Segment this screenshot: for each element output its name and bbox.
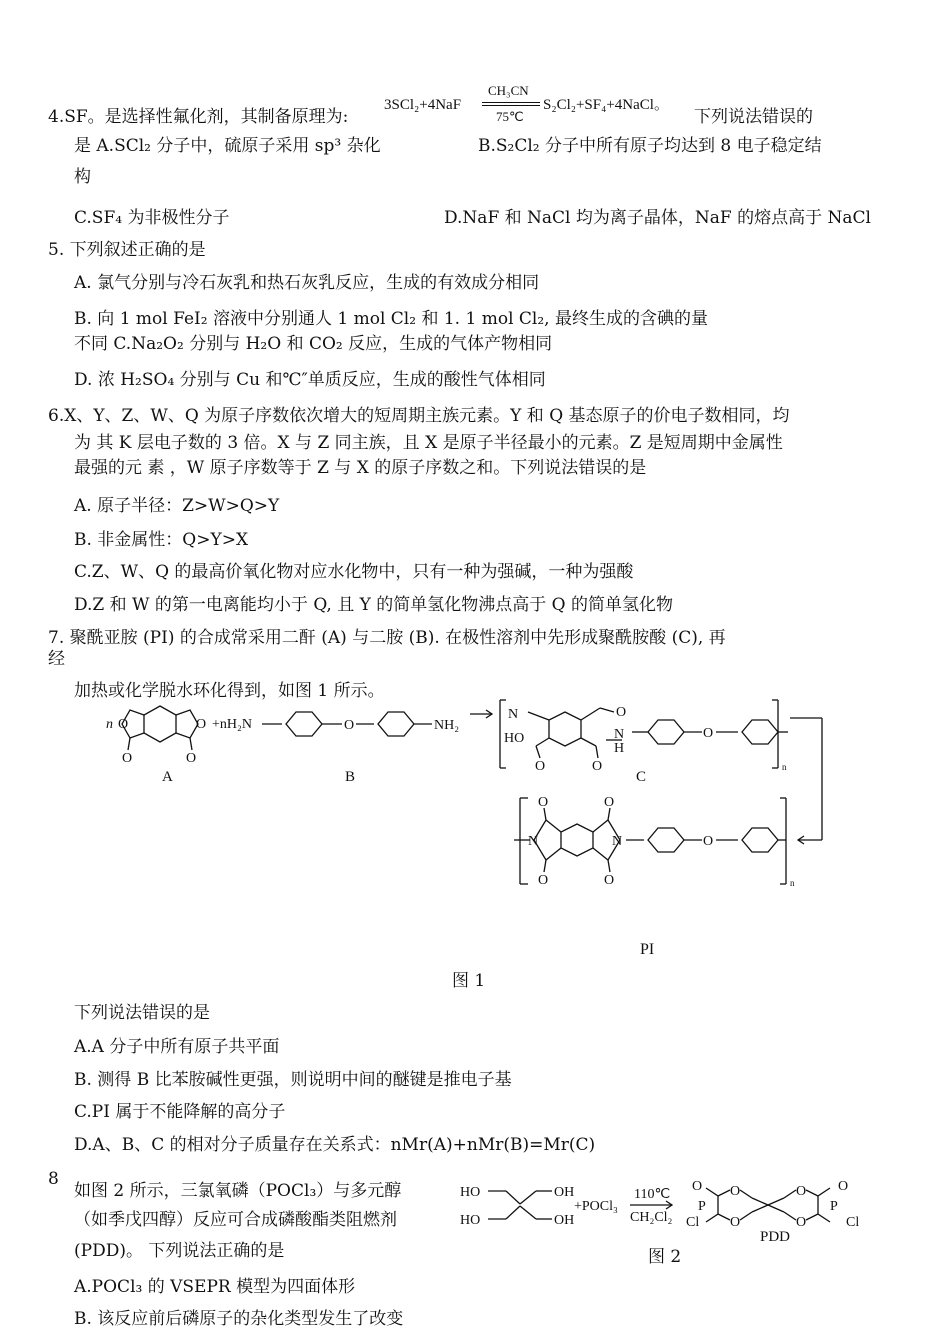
q4-eq-arrow	[482, 102, 540, 103]
q4-line2b: B.S₂Cl₂ 分子中所有原子均达到 8 电子稳定结	[478, 136, 822, 156]
q8-option-a: A.POCl₃ 的 VSEPR 模型为四面体形	[74, 1277, 356, 1297]
q7-stem-1: 7. 聚酰亚胺 (PI) 的合成常采用二酐 (A) 与二胺 (B). 在极性溶剂中先形成聚酰胺酸 (C), 再	[48, 628, 726, 648]
molecule-a	[122, 706, 198, 750]
chem-p-2: P	[830, 1199, 838, 1214]
q4-tail: 下列说法错误的	[694, 107, 813, 127]
q7-option-c: C.PI 属于不能降解的高分子	[74, 1102, 286, 1122]
label-a: A	[162, 769, 173, 785]
rxn-above-temp: 110℃	[634, 1187, 671, 1202]
q8-number: 8	[48, 1169, 59, 1189]
q7-stem-2: 加热或化学脱水环化得到，如图 1 所示。	[74, 681, 385, 701]
q6-option-c: C.Z、W、Q 的最高价氧化物对应水化物中，只有一种为强碱，一种为强酸	[74, 562, 634, 582]
chem-p-1: P	[698, 1199, 706, 1214]
chem-o-r2: O	[730, 1215, 741, 1230]
q4-line2a: 是 A.SCl₂ 分子中，硫原子采用 sp³ 杂化	[74, 136, 381, 156]
q6-stem-2: 为 其 K 层电子数的 3 倍。X 与 Z 同主族，且 X 是原子半径最小的元素。Z 是短周期中金属性	[74, 433, 783, 453]
figure-2-scheme	[460, 1176, 910, 1246]
q4-option-d: D.NaF 和 NaCl 均为离子晶体，NaF 的熔点高于 NaCl	[444, 208, 871, 228]
q7-option-a: A.A 分子中所有原子共平面	[74, 1037, 280, 1057]
q4-option-c: C.SF₄ 为非极性分子	[74, 208, 230, 228]
q6-stem-1: 6.X、Y、Z、W、Q 为原子序数依次增大的短周期主族元素。Y 和 Q 基态原子的价电子数相同，均	[48, 406, 790, 426]
chem-o-r1: O	[730, 1184, 741, 1199]
chem-oh-1: OH	[554, 1185, 575, 1200]
chem-sub-n-c: n	[782, 762, 787, 772]
figure-1-caption: 图 1	[452, 971, 486, 991]
chem-o-pi3: O	[538, 873, 549, 888]
q7-stem-1b: 经	[48, 649, 65, 669]
q7-option-b: B. 测得 B 比苯胺碱性更强，则说明中间的醚键是推电子基	[74, 1070, 512, 1090]
chem-ho-c: HO	[504, 731, 525, 746]
q5-option-b: B. 向 1 mol FeI₂ 溶液中分别通人 1 mol Cl₂ 和 1. 1 mol Cl₂, 最终生成的含碘的量	[74, 309, 708, 329]
q8-line-1: 如图 2 所示，三氯氧磷（POCl₃）与多元醇	[74, 1181, 402, 1201]
q6-option-a: A. 原子半径：Z>W>Q>Y	[74, 496, 280, 516]
chem-o-a3: O	[122, 751, 133, 766]
chem-nh2-b: NH₂	[434, 718, 460, 733]
chem-sub-n-pi: n	[790, 878, 795, 888]
q8-line-3: (PDD)。 下列说法正确的是	[74, 1241, 285, 1261]
chem-cl-2: Cl	[846, 1215, 860, 1230]
q4-eq-left: 3SCl₂+4NaF	[384, 97, 462, 113]
label-pi: PI	[640, 941, 655, 958]
chem-n: n	[106, 717, 113, 732]
chem-n-pi1: N	[528, 834, 539, 849]
label-b: B	[345, 769, 356, 785]
chem-cl-1: Cl	[686, 1215, 700, 1230]
q5-stem: 5. 下列叙述正确的是	[48, 240, 206, 260]
q7-ask: 下列说法错误的是	[74, 1003, 210, 1023]
q8-option-b: B. 该反应前后磷原子的杂化类型发生了改变	[74, 1309, 404, 1329]
chem-o-c2: O	[592, 759, 603, 774]
chem-nh2n: +nH₂N	[212, 717, 252, 732]
figure-1-scheme	[0, 690, 950, 990]
rxn-below-solvent: CH₂Cl₂	[630, 1210, 673, 1225]
chem-o-a1: O	[118, 717, 129, 732]
chem-h-c: H	[614, 741, 625, 756]
figure-2-caption: 图 2	[648, 1247, 682, 1267]
chem-o-b: O	[344, 718, 355, 733]
q5-option-b2: 不同 C.Na₂O₂ 分别与 H₂O 和 CO₂ 反应，生成的气体产物相同	[74, 334, 553, 354]
label-c: C	[636, 769, 647, 785]
chem-o-pi4: O	[604, 873, 615, 888]
chem-n-c2: N	[614, 727, 625, 742]
chem-o-r4: O	[796, 1215, 807, 1230]
q4-eq-right: S₂Cl₂+SF₄+4NaCl。	[543, 97, 669, 113]
label-pdd: PDD	[760, 1229, 791, 1245]
chem-o-c4: O	[703, 726, 714, 741]
chem-n-c1: N	[508, 707, 519, 722]
chem-n-pi2: N	[612, 834, 623, 849]
rxn-plus-pocl3: +POCl₃	[574, 1199, 618, 1214]
chem-o-pi2: O	[604, 795, 615, 810]
chem-o-r3: O	[796, 1184, 807, 1199]
chem-o-p2: O	[838, 1179, 849, 1194]
q6-option-b: B. 非金属性：Q>Y>X	[74, 530, 249, 550]
chem-o-c1: O	[535, 759, 546, 774]
chem-ho-2: HO	[460, 1213, 481, 1228]
molecule-pi	[514, 798, 786, 884]
q5-option-d: D. 浓 H₂SO₄ 分别与 Cu 和℃″单质反应，生成的酸性气体相同	[74, 370, 546, 390]
q4-eq-below: 75℃	[496, 109, 524, 124]
q4-stem: 4.SF。是选择性氟化剂，其制备原理为:	[48, 107, 349, 127]
q8-line-2: （如季戊四醇）反应可合成磷酸酯类阻燃剂	[74, 1210, 397, 1230]
q7-option-d: D.A、B、C 的相对分子质量存在关系式：nMr(A)+nMr(B)=Mr(C)	[74, 1135, 596, 1155]
chem-o-pi1: O	[538, 795, 549, 810]
chem-o-c3: O	[616, 705, 627, 720]
q6-stem-3: 最强的元 素 ，W 原子序数等于 Z 与 X 的原子序数之和。下列说法错误的是	[74, 458, 647, 478]
chem-o-a4: O	[186, 751, 197, 766]
chem-o-a2: O	[196, 717, 207, 732]
chem-oh-2: OH	[554, 1213, 575, 1228]
chem-ho-1: HO	[460, 1185, 481, 1200]
q4-eq-above: CH₃CN	[488, 83, 529, 98]
q6-option-d: D.Z 和 W 的第一电离能均小于 Q, 且 Y 的简单氢化物沸点高于 Q 的简单氢化物	[74, 595, 673, 615]
chem-o-p1: O	[692, 1179, 703, 1194]
q5-option-a: A. 氯气分别与冷石灰乳和热石灰乳反应，生成的有效成分相同	[74, 273, 540, 293]
q4-line3: 构	[74, 167, 91, 187]
chem-o-pi5: O	[703, 834, 714, 849]
